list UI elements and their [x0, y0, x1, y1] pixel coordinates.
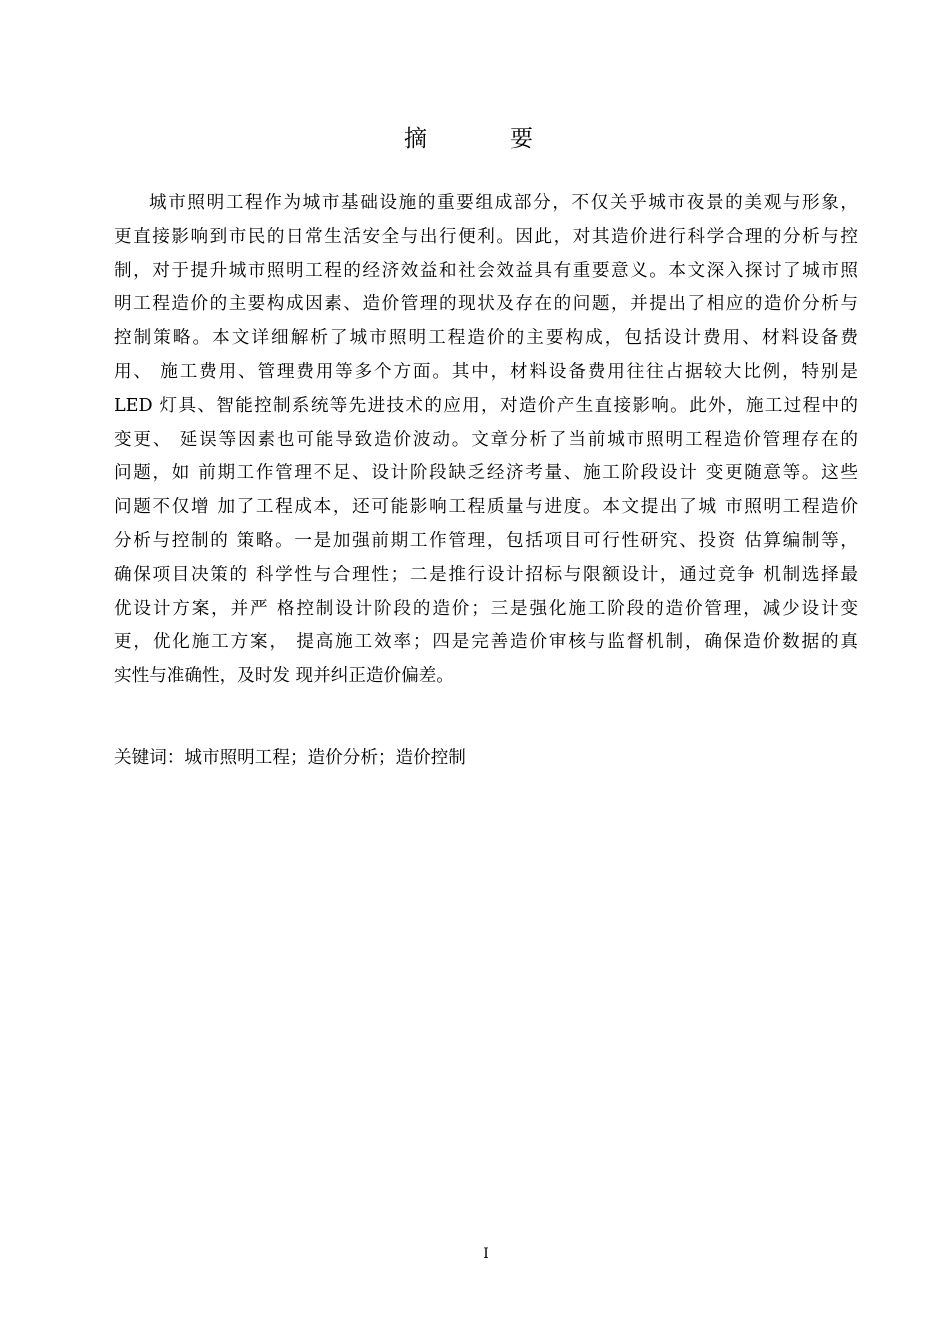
abstract-line: 更，优化施工方案， 提高施工效率；四是完善造价审核与监督机制，确保造价数据的真 [114, 632, 858, 653]
abstract-title: 摘 要 [404, 126, 563, 152]
abstract-line: 城市照明工程作为城市基础设施的重要组成部分，不仅关乎城市夜景的美观与形象， [149, 193, 858, 213]
abstract-line: 优设计方案，并严 格控制设计阶段的造价；三是强化施工阶段的造价管理，减少设计变 [114, 598, 858, 619]
abstract-line: 用、 施工费用、管理费用等多个方面。其中，材料设备费用往往占据较大比例，特别是 [114, 361, 858, 382]
abstract-line: 更直接影响到市民的日常生活安全与出行便利。因此，对其造价进行科学合理的分析与控 [114, 226, 858, 247]
abstract-line: 问题不仅增 加了工程成本，还可能影响工程质量与进度。本文提出了城 市照明工程造价 [114, 497, 858, 518]
page-number: I [483, 1246, 489, 1262]
abstract-line: 问题，如 前期工作管理不足、设计阶段缺乏经济考量、施工阶段设计 变更随意等。这些 [114, 463, 858, 484]
abstract-line: 控制策略。本文详细解析了城市照明工程造价的主要构成，包括设计费用、材料设备费 [114, 328, 858, 349]
abstract-line: 制，对于提升城市照明工程的经济效益和社会效益具有重要意义。本文深入探讨了城市照 [114, 260, 858, 281]
abstract-body [114, 187, 858, 694]
abstract-line: 分析与控制的 策略。一是加强前期工作管理，包括项目可行性研究、投资 估算编制等， [114, 530, 858, 551]
keywords: 关键词：城市照明工程；造价分析；造价控制 [114, 748, 466, 768]
abstract-line: 实性与准确性，及时发 现并纠正造价偏差。 [114, 666, 454, 687]
abstract-line: LED 灯具、智能控制系统等先进技术的应用，对造价产生直接影响。此外，施工过程中的 [114, 395, 858, 416]
abstract-line: 变更、 延误等因素也可能导致造价波动。文章分析了当前城市照明工程造价管理存在的 [114, 429, 858, 450]
abstract-line: 确保项目决策的 科学性与合理性；二是推行设计招标与限额设计，通过竞争 机制选择最 [114, 564, 858, 585]
abstract-line: 明工程造价的主要构成因素、造价管理的现状及存在的问题，并提出了相应的造价分析与 [114, 294, 858, 315]
